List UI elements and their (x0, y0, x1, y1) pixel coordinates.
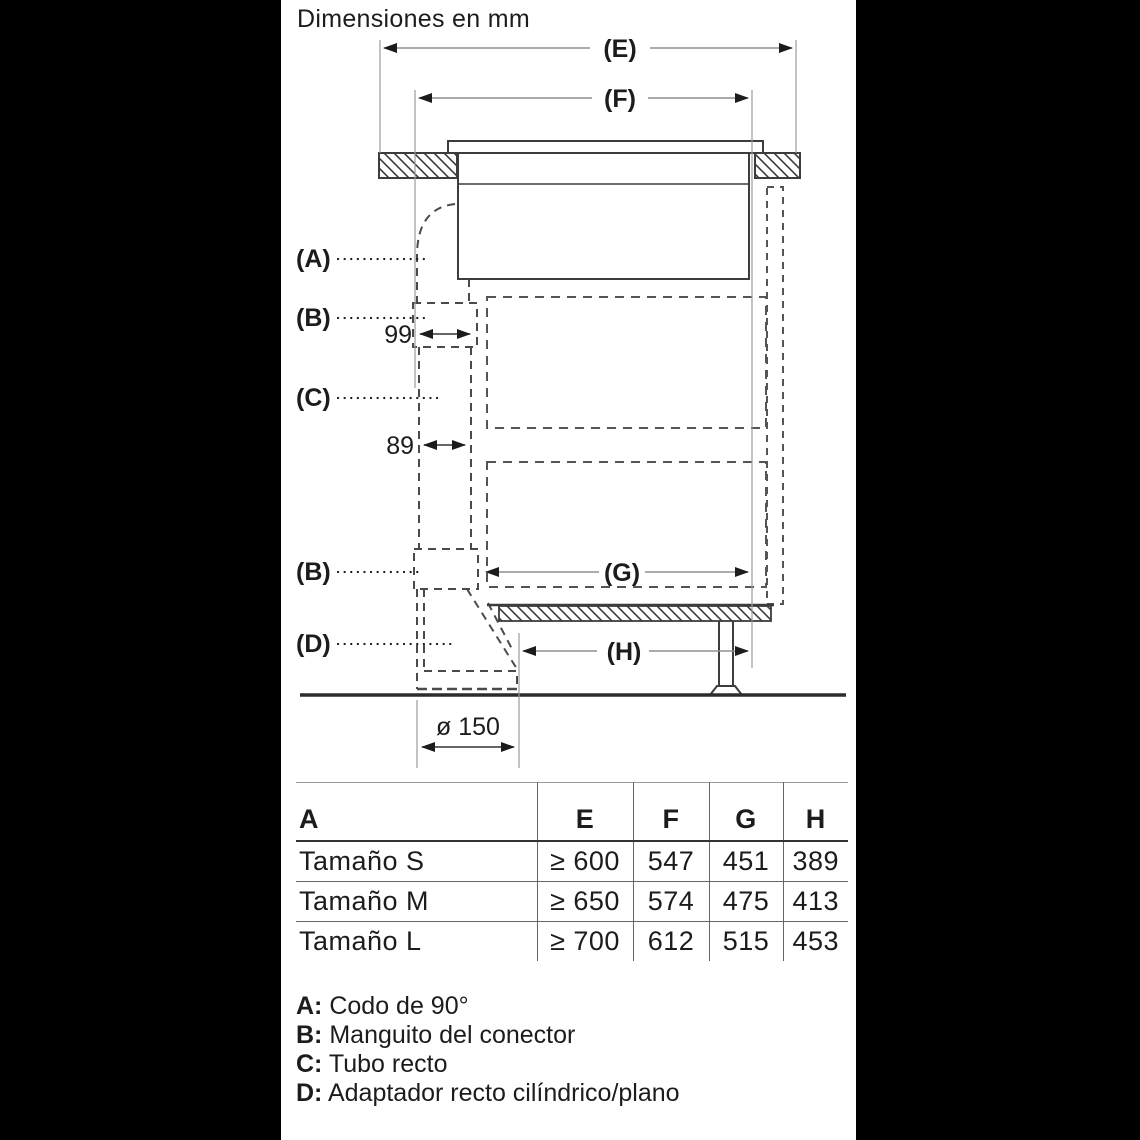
size-l-g: 515 (709, 922, 783, 962)
dimension-e (380, 35, 796, 153)
shelf-hatch (499, 606, 771, 621)
installation-diagram (281, 0, 856, 778)
cooktop-body (458, 153, 749, 279)
flat-adapter-bottom (424, 671, 517, 689)
cooktop-glass-plate (448, 141, 763, 153)
dimensions-table (296, 782, 848, 961)
worktop-left-hatch (379, 153, 457, 178)
page-title: Dimensiones en mm (297, 5, 530, 33)
worktop-right-hatch (755, 153, 800, 178)
dim-h-label: (H) (606, 638, 642, 666)
size-m-h: 413 (783, 882, 848, 922)
part-a-label: (A) (296, 245, 331, 273)
table-header-e: E (537, 783, 633, 842)
dimension-g (486, 559, 748, 587)
legend-item-a (296, 992, 680, 1021)
legend-key-d: D: (296, 1079, 323, 1107)
size-s-g: 451 (709, 841, 783, 882)
measure-150-label: ø 150 (436, 713, 500, 741)
cooktop (448, 141, 763, 279)
legend-text-b: Manguito del conector (329, 1021, 576, 1049)
size-s-e: ≥ 600 (537, 841, 633, 882)
part-callouts (296, 245, 455, 658)
dimension-h (519, 633, 748, 768)
legend-item-c (296, 1050, 680, 1079)
table-row-size-m (296, 882, 848, 922)
cabinet-base (300, 605, 846, 695)
measure-89 (386, 432, 465, 460)
table-header-row (296, 783, 848, 842)
cabinet-clearance-box-upper (487, 297, 766, 428)
dim-e-label: (E) (603, 35, 637, 63)
legend-text-a: Codo de 90° (329, 992, 469, 1020)
part-c-label: (C) (296, 384, 331, 412)
size-m-f: 574 (633, 882, 709, 922)
table-header-f: F (633, 783, 709, 842)
legend-item-d (296, 1079, 680, 1108)
table-header-h: H (783, 783, 848, 842)
measure-99 (384, 321, 470, 349)
parts-legend (296, 992, 680, 1108)
measure-89-label: 89 (386, 432, 414, 460)
measure-diameter-150 (417, 700, 514, 768)
dim-f-label: (F) (604, 85, 636, 113)
size-l-label: Tamaño L (299, 926, 422, 956)
manual-page (281, 0, 856, 1140)
size-m-label: Tamaño M (296, 882, 537, 922)
part-b-upper-label: (B) (296, 304, 331, 332)
measure-99-label: 99 (384, 321, 412, 349)
size-m-g: 475 (709, 882, 783, 922)
table-row-size-l (296, 922, 848, 962)
legend-text-c: Tubo recto (328, 1050, 448, 1078)
size-s-h: 389 (783, 841, 848, 882)
elbow-outer-edge (417, 204, 455, 303)
size-m-e: ≥ 650 (537, 882, 633, 922)
flat-adapter-diagonal-outer (467, 589, 517, 669)
size-s-label: Tamaño S (296, 841, 537, 882)
part-b-lower-label: (B) (296, 558, 331, 586)
connector-sleeve-lower (414, 549, 478, 589)
table-header-g: G (709, 783, 783, 842)
size-l-e: ≥ 700 (537, 922, 633, 962)
legend-key-c: C: (296, 1050, 323, 1078)
connector-sleeve-upper (413, 303, 477, 347)
size-s-f: 547 (633, 841, 709, 882)
legend-key-b: B: (296, 1021, 323, 1049)
rear-duct-channel (767, 187, 783, 604)
legend-text-d: Adaptador recto cilíndrico/plano (327, 1079, 680, 1107)
legend-key-a: A: (296, 992, 323, 1020)
part-d-label: (D) (296, 630, 331, 658)
size-l-f: 612 (633, 922, 709, 962)
table-row-size-s (296, 841, 848, 882)
dim-g-label: (G) (603, 559, 641, 587)
table-header-a: A (296, 783, 537, 842)
size-l-h: 453 (783, 922, 848, 962)
legend-item-b (296, 1021, 680, 1050)
